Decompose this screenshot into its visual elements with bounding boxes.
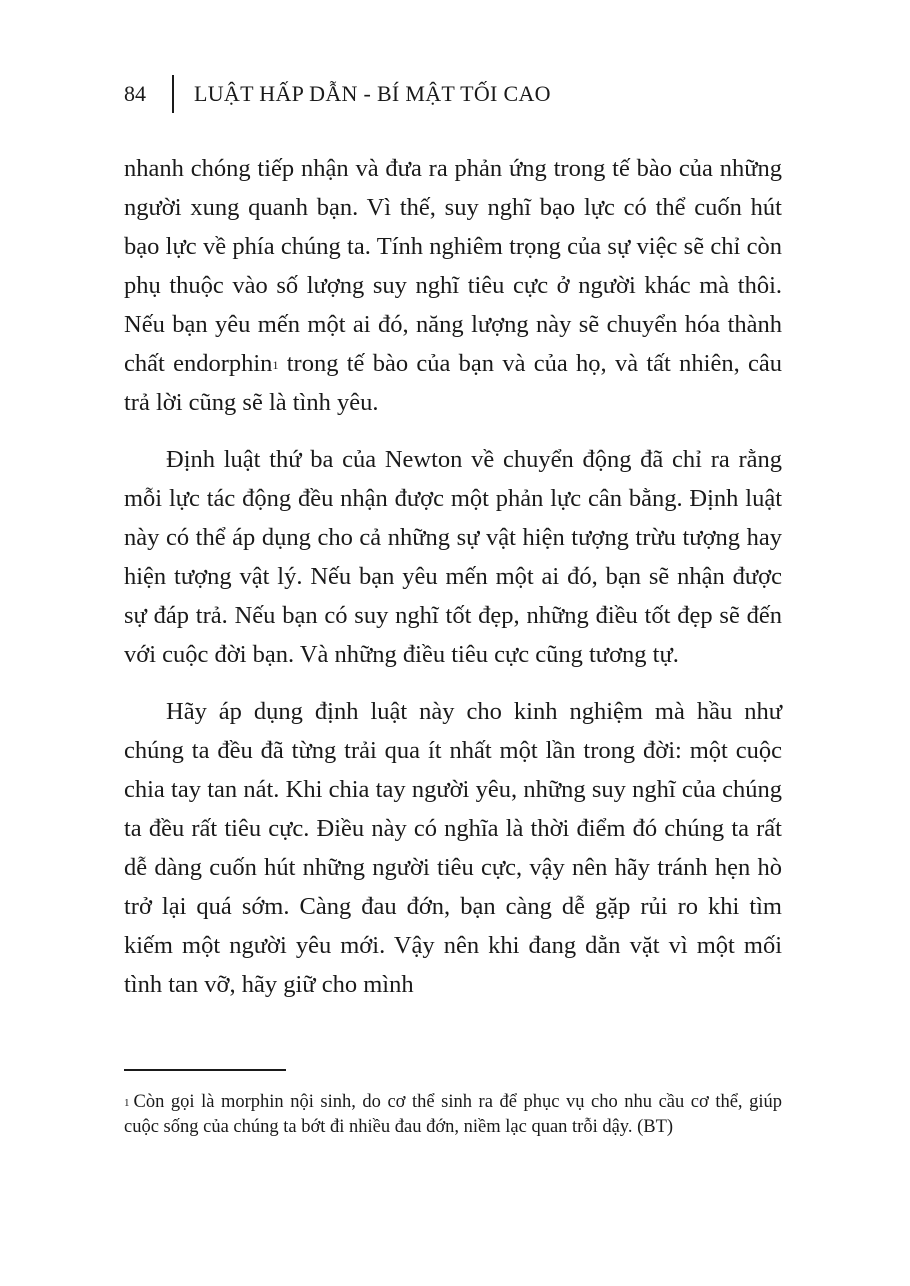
paragraph: Định luật thứ ba của Newton về chuyển động đã chỉ ra rằng mỗi lực tác động đều nhận được một phản lực cân bằng. Định luật này có thể áp dụng cho cả những sự vật hiện tượng trừu tượng hay hiện tượng vật lý. Nếu bạn yêu mến một ai đó, bạn sẽ nhận được sự đáp trả. Nếu bạn có suy nghĩ tốt đẹp, những điều tốt đẹp sẽ đến với cuộc đời bạn. Và những điều tiêu cực cũng tương tự. xyxy=(124,446,782,668)
page-number: 84 xyxy=(124,81,146,106)
header-divider xyxy=(172,75,174,113)
footnote-text: Còn gọi là morphin nội sinh, do cơ thể sinh ra để phục vụ cho nhu cầu cơ thể, giúp cuộc sống của chúng ta bớt đi nhiều đau đớn, niềm lạc quan trỗi dậy. (BT) xyxy=(124,1092,782,1137)
paragraph-text: trong tế bào của bạn và của họ, và tất nhiên, câu trả lời cũng sẽ là tình yêu. xyxy=(124,350,782,416)
paragraph-text: nhanh chóng tiếp nhận và đưa ra phản ứng trong tế bào của những người xung quanh bạn. Vì thế, suy nghĩ bạo lực có thể cuốn hút bạo lực về phía chúng ta. Tính nghiêm trọng của sự việc sẽ chỉ còn phụ thuộc vào số lượng suy nghĩ tiêu cực ở người khác mà thôi. Nếu bạn yêu mến một ai đó, năng lượng này sẽ chuyển hóa thành chất endorphin xyxy=(124,155,782,377)
footnote-reference: 1 xyxy=(272,358,279,372)
running-header xyxy=(124,74,551,114)
footnote-marker: 1 xyxy=(124,1097,130,1109)
paragraph: Hãy áp dụng định luật này cho kinh nghiệm mà hầu như chúng ta đều đã từng trải qua ít nhất một lần trong đời: một cuộc chia tay tan nát. Khi chia tay người yêu, những suy nghĩ của chúng ta đều rất tiêu cực. Điều này có nghĩa là thời điểm đó chúng ta rất dễ dàng cuốn hút những người tiêu cực, vậy nên hãy tránh hẹn hò trở lại quá sớm. Càng đau đớn, bạn càng dễ gặp rủi ro khi tìm kiếm một người yêu mới. Vậy nên khi đang dằn vặt vì một mối tình tan vỡ, hãy giữ cho mình xyxy=(124,698,782,998)
footnote xyxy=(124,1090,782,1140)
paragraph-continued xyxy=(124,149,782,422)
running-title: LUẬT HẤP DẪN - BÍ MẬT TỐI CAO xyxy=(194,81,551,106)
body-text xyxy=(124,149,782,1022)
footnote-divider xyxy=(124,1069,286,1071)
